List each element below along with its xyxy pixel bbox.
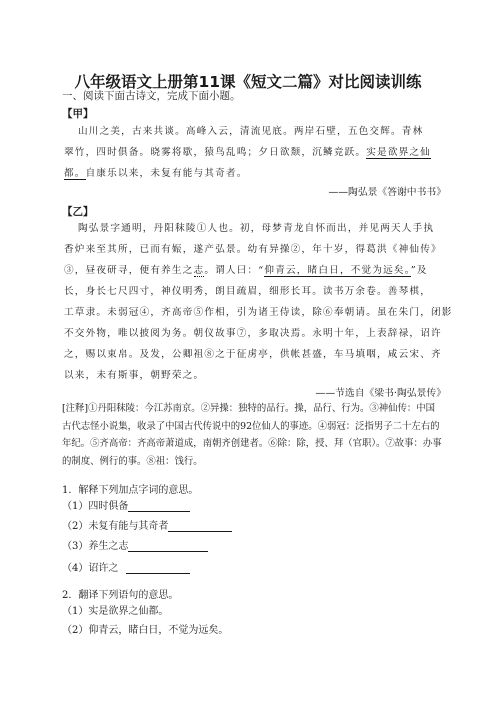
yi-line-3-text-a: ③，昼夜研寻，便有养生之: [64, 265, 194, 276]
q1-item-4-text: （4）诏许之: [62, 563, 119, 574]
question-1-item-3: [62, 537, 208, 552]
section-jia-label: 【甲】: [62, 108, 94, 120]
question-1-item-2: [62, 517, 232, 532]
jia-line-1: 山川之美，古来共谈。高峰入云，清流见底。两岸石壁，五色交辉。青林: [78, 126, 424, 137]
yi-underlined-sentence: 仰青云，睹白日，不觉为远矣。: [264, 265, 411, 276]
yi-dotted-word: 志: [193, 265, 205, 276]
section-yi-label: 【乙】: [62, 206, 94, 218]
yi-line-3-text-c: ”及: [410, 265, 428, 276]
yi-line-7: 之，赐以束帛。及发，公卿祖⑧之于征虏亭，供帐甚盛，车马填咽，咸云宋、齐: [64, 349, 442, 360]
q1-item-1-text: （1）四时俱备: [62, 501, 129, 512]
yi-source: ——节选自《梁书·陶弘景传》: [315, 388, 446, 399]
jia-line-2-text: 翠竹，四时俱备。晓雾将歇，猿鸟乱鸣；夕日欲颓，沉鳞竞跃。: [64, 147, 367, 158]
question-1-item-4: [62, 559, 190, 574]
question-2-stem: 2．翻译下列语句的意思。: [62, 590, 179, 601]
jia-line-2: [64, 142, 431, 163]
yi-line-4: 长，身长七尺四寸，神仪明秀，朗目疏眉，细形长耳。读书万余卷。善琴棋，: [64, 286, 431, 297]
q1-item-2-text: （2）未复有能与其奇者: [62, 521, 169, 532]
yi-line-6: 不交外物，唯以披阅为务。朝仪故事⑦，多取决焉。永明十年，上表辞禄，诏许: [64, 328, 442, 339]
yi-line-8: 以来，未有斯事，朝野荣之。: [64, 370, 205, 381]
answer-blank-3[interactable]: [128, 540, 208, 552]
answer-blank-2[interactable]: [168, 520, 232, 532]
jia-underlined-sentence-b: 都。: [64, 168, 86, 179]
intro-instruction: 一、阅读下面古诗文，完成下面小题。: [62, 90, 241, 102]
yi-line-5: 工草隶。未弱冠④，齐高帝⑤作相，引为诸王侍读，除⑥奉朝请。虽在朱门，闭影: [64, 307, 453, 318]
question-1-item-1: [62, 497, 190, 512]
yi-line-2: 香炉来至其所，已而有娠，遂产弘景。幼有异操②，年十岁，得葛洪《神仙传》: [64, 244, 442, 255]
question-1-stem: 1．解释下列加点字词的意思。: [62, 485, 199, 496]
page-title: 八年级语文上册第11课《短文二篇》对比阅读训练: [74, 73, 422, 91]
footnotes: [注释]①丹阳秣陵：今江苏南京。②异操：独特的品行。操，品行、行为。③神仙传：中国古代志怪小说集，收录了中国古代传说中的92位仙人的事迹。④弱冠：泛指男子二十左右的年纪。⑤齐高帝：齐高帝萧道成，南朝齐创建者。⑥除：除，授、拜（官职）。⑦故事：办事的制度、例行的事。⑧祖：饯行。: [62, 403, 442, 467]
jia-line-3-text: 自康乐以来，未复有能与其奇者。: [85, 168, 248, 179]
yi-line-3-text-b: 。谓人曰：“: [204, 265, 265, 276]
answer-blank-1[interactable]: [128, 500, 190, 512]
yi-line-3: [64, 260, 453, 281]
question-2-item-2: （2）仰青云，睹白日，不觉为远矣。: [62, 625, 229, 636]
jia-source: ——陶弘景《答谢中书书》: [328, 187, 446, 198]
question-2-item-1: （1）实是欲界之仙都。: [62, 606, 169, 617]
jia-line-3: [64, 163, 431, 184]
answer-blank-4[interactable]: [126, 562, 190, 574]
jia-underlined-sentence-a: 实是欲界之仙: [366, 147, 431, 158]
passage-yi: [64, 218, 453, 386]
passage-jia: [64, 121, 431, 184]
q1-item-3-text: （3）养生之志: [62, 541, 129, 552]
yi-line-1: 陶弘景字通明，丹阳秣陵①人也。初，母梦青龙自怀而出，并见两天人手执: [78, 223, 435, 234]
